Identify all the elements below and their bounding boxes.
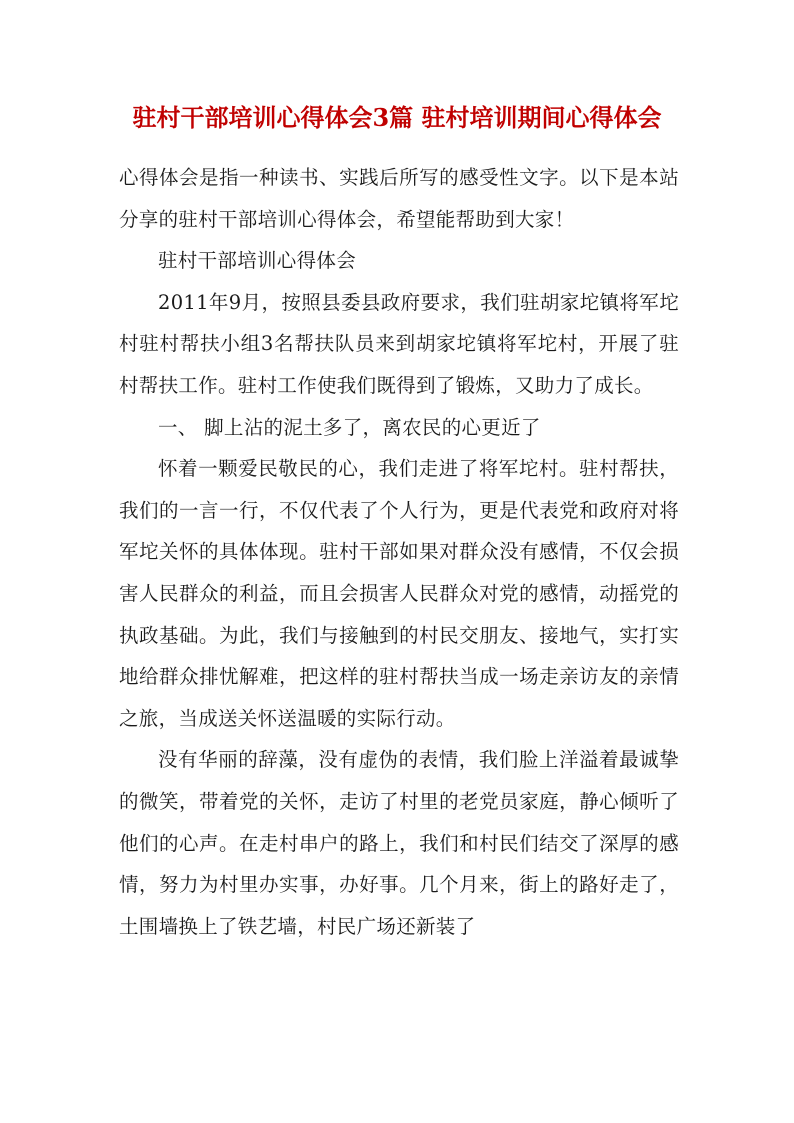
paragraph: 没有华丽的辞藻，没有虚伪的表情，我们脸上洋溢着最诚挚的微笑，带着党的关怀，走访了村里的老党员家庭，静心倾听了他们的心声。在走村串户的路上，我们和村民们结交了深厚的感情，努力为村里办实事，办好事。几个月来，街上的路好走了，土围墙换上了铁艺墙，村民广场还新装了 — [119, 748, 679, 938]
section-heading: 驻村干部培训心得体会 — [158, 249, 357, 273]
paragraph: 2011年9月，按照县委县政府要求，我们驻胡家坨镇将军坨村驻村帮扶小组3名帮扶队员来到胡家坨镇将军坨村，开展了驻村帮扶工作。驻村工作使我们既得到了锻炼，又助力了成长。 — [119, 290, 679, 397]
subheading-one: 一、 脚上沾的泥土多了，离农民的心更近了 — [158, 415, 541, 439]
document-body — [119, 157, 679, 947]
document-title: 驻村干部培训心得体会3篇 驻村培训期间心得体会 — [132, 103, 662, 132]
paragraph: 怀着一颗爱民敬民的心，我们走进了将军坨村。驻村帮扶，我们的一言一行，不仅代表了个人行为，更是代表党和政府对将军坨关怀的具体体现。驻村干部如果对群众没有感情，不仅会损害人民群众的利益，而且会损害人民群众对党的感情，动摇党的执政基础。为此，我们与接触到的村民交朋友、接地气，实打实地给群众排忧解难，把这样的驻村帮扶当成一场走亲访友的亲情之旅，当成送关怀送温暖的实际行动。 — [119, 457, 679, 730]
paragraph-intro: 心得体会是指一种读书、实践后所写的感受性文字。以下是本站分享的驻村干部培训心得体会，希望能帮助到大家！ — [119, 166, 679, 231]
